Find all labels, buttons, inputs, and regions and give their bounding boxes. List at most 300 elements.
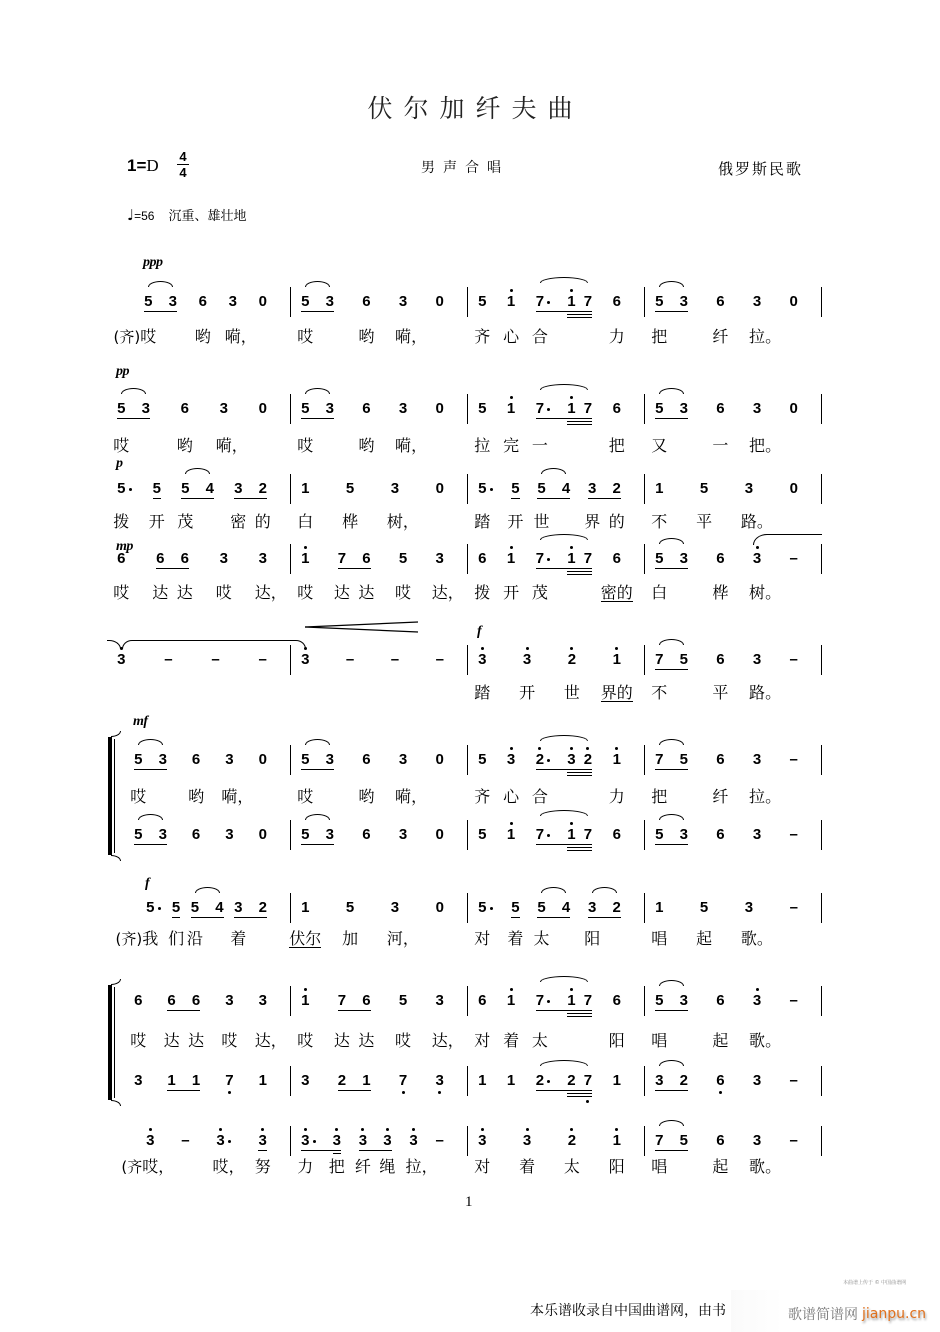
lyric-punctuation: 。 bbox=[756, 929, 773, 948]
note-digit: – bbox=[789, 899, 798, 916]
beat-group bbox=[113, 364, 150, 455]
note-underline bbox=[680, 311, 689, 312]
beat-group bbox=[230, 480, 271, 531]
note-digit: 1 bbox=[567, 992, 576, 1010]
note-underline bbox=[576, 769, 584, 776]
note-underline bbox=[584, 1090, 593, 1097]
lyric bbox=[609, 328, 625, 346]
lyric bbox=[749, 327, 782, 346]
note-digit: 1 bbox=[258, 1072, 267, 1089]
measure bbox=[645, 400, 822, 455]
note-digit: 1 bbox=[167, 1072, 176, 1089]
note bbox=[395, 751, 428, 806]
note-digit: 5 白 bbox=[651, 550, 668, 602]
note bbox=[749, 651, 782, 702]
note bbox=[716, 1072, 725, 1090]
note-extension-dash bbox=[435, 651, 444, 669]
beat-group bbox=[789, 480, 798, 498]
lyric bbox=[584, 930, 600, 948]
note-underline bbox=[326, 311, 335, 312]
note-digit: 6 哟 bbox=[176, 400, 193, 455]
note-extension-dash bbox=[789, 826, 798, 844]
rest bbox=[789, 293, 798, 311]
measure bbox=[468, 751, 645, 806]
note-underline bbox=[664, 1090, 680, 1091]
note-underline bbox=[655, 1150, 664, 1151]
octave-high-dot bbox=[510, 396, 513, 399]
beat-group bbox=[301, 1072, 310, 1090]
lyric bbox=[149, 513, 165, 531]
lyric-text: 一 bbox=[531, 436, 548, 455]
lyric bbox=[534, 930, 550, 948]
lyric-text: 哟 bbox=[358, 787, 375, 806]
note bbox=[289, 899, 322, 948]
note-extension-dash bbox=[164, 651, 173, 669]
note bbox=[358, 550, 375, 602]
rest bbox=[435, 293, 444, 311]
note bbox=[567, 293, 576, 311]
note bbox=[431, 992, 464, 1050]
beat-group bbox=[608, 293, 625, 346]
note bbox=[696, 480, 713, 531]
lyric-text: 对 bbox=[474, 1157, 491, 1176]
note bbox=[224, 293, 257, 346]
beat-group bbox=[435, 293, 444, 311]
beat-group bbox=[536, 1072, 593, 1090]
note-digit: 6 bbox=[716, 826, 725, 843]
note bbox=[225, 1072, 234, 1090]
lyric-text: 哎 (齐) bbox=[113, 327, 157, 346]
note-digit: 1 哎 bbox=[301, 550, 310, 568]
beat-group bbox=[297, 400, 334, 455]
lyric bbox=[113, 437, 129, 455]
note-underline bbox=[655, 568, 664, 569]
note-spacer bbox=[176, 1072, 192, 1090]
note-digit: 3 对 bbox=[478, 1132, 487, 1150]
note-underline bbox=[301, 844, 310, 845]
note-digit: 1 bbox=[567, 826, 576, 844]
note bbox=[584, 826, 593, 844]
beat-group bbox=[130, 992, 147, 1050]
slur bbox=[659, 281, 684, 287]
note bbox=[254, 480, 271, 531]
note-underline bbox=[181, 568, 190, 569]
lyric bbox=[230, 513, 246, 531]
lyric-text: 不 bbox=[651, 683, 668, 702]
note bbox=[507, 1072, 516, 1090]
note-underline bbox=[680, 669, 689, 670]
note bbox=[680, 992, 689, 1010]
octave-high-dot bbox=[615, 1128, 618, 1131]
beat-group bbox=[386, 899, 419, 948]
beat-group bbox=[435, 1072, 444, 1090]
note bbox=[531, 550, 552, 602]
lyric bbox=[507, 930, 523, 948]
lyric-text: 把 bbox=[651, 327, 668, 346]
note bbox=[386, 480, 419, 531]
beat-group bbox=[297, 1132, 345, 1176]
lyric bbox=[121, 1157, 175, 1176]
note bbox=[651, 550, 668, 602]
beat-group bbox=[225, 1072, 234, 1090]
beat-group bbox=[749, 293, 782, 346]
barline bbox=[821, 544, 822, 574]
note bbox=[192, 1072, 201, 1090]
beat-group bbox=[712, 651, 729, 702]
note bbox=[712, 751, 729, 806]
note bbox=[567, 550, 576, 568]
note-digit: 0 bbox=[435, 400, 444, 417]
lyric bbox=[212, 1157, 245, 1176]
lyric-punctuation: 。 bbox=[765, 1157, 782, 1176]
note bbox=[474, 992, 491, 1050]
lyric-text: 拉 bbox=[474, 436, 491, 455]
lyric bbox=[609, 1158, 625, 1176]
note-underline bbox=[536, 769, 552, 770]
note-digit: 3 把 bbox=[333, 1132, 342, 1150]
lyric-text: 拨 bbox=[113, 512, 130, 531]
octave-high-dot bbox=[304, 647, 307, 650]
beat-group bbox=[753, 1072, 762, 1090]
note bbox=[215, 899, 224, 917]
note-digit: 1 伏尔 bbox=[289, 899, 322, 948]
beat-group bbox=[134, 826, 167, 844]
beat-group bbox=[749, 751, 782, 806]
note-underline bbox=[562, 917, 571, 918]
note-digit: 6 bbox=[612, 826, 621, 843]
beat-group bbox=[289, 899, 322, 948]
lyric bbox=[519, 684, 535, 702]
lyric bbox=[215, 436, 248, 455]
lyric bbox=[115, 929, 159, 948]
octave-high-dot bbox=[510, 988, 513, 991]
note bbox=[680, 751, 689, 769]
note-underline bbox=[655, 1010, 664, 1011]
note-digit: 7 把 bbox=[651, 751, 668, 806]
beat-group bbox=[399, 1072, 408, 1090]
note-extension-dash bbox=[789, 1072, 798, 1090]
note-digit: 1 bbox=[191, 1072, 201, 1089]
beat-group bbox=[435, 651, 444, 669]
beat-group bbox=[297, 550, 314, 602]
note-underline bbox=[310, 311, 326, 312]
note-spacer bbox=[551, 826, 567, 844]
lyric bbox=[651, 437, 667, 455]
note bbox=[474, 480, 494, 531]
note-digit: 5 世 bbox=[533, 480, 550, 531]
barline bbox=[821, 986, 822, 1016]
lyric-text: 着 bbox=[230, 929, 247, 948]
note-digit: 5 对 bbox=[474, 899, 491, 948]
barline bbox=[821, 474, 822, 504]
beat-group bbox=[740, 480, 773, 531]
beat-group bbox=[507, 826, 516, 844]
note-digit: 3 界 bbox=[584, 480, 601, 531]
note-digit: 6 哎 mp bbox=[113, 539, 133, 602]
beat-group bbox=[338, 1072, 371, 1090]
note-underline bbox=[576, 568, 584, 575]
note-digit: 3 嗬 ， bbox=[395, 293, 428, 346]
note-digit: 0 bbox=[789, 480, 798, 497]
lyric bbox=[712, 684, 728, 702]
octave-low-dot bbox=[402, 1091, 405, 1094]
beat-group bbox=[148, 480, 165, 531]
note-digit: 6 bbox=[716, 1072, 725, 1090]
note bbox=[749, 992, 782, 1050]
note bbox=[358, 400, 375, 455]
note bbox=[297, 1132, 317, 1176]
lyric-text: 对 bbox=[474, 929, 491, 948]
lyric-text: 加 bbox=[342, 929, 359, 948]
measure bbox=[468, 1072, 645, 1090]
barline bbox=[821, 1066, 822, 1096]
note-digit: 6 哟 bbox=[194, 293, 211, 346]
lyric-text: 哎 ， (齐 bbox=[121, 1157, 175, 1176]
note bbox=[712, 293, 729, 346]
note-underline bbox=[359, 1150, 368, 1151]
note bbox=[503, 992, 520, 1050]
note-underline bbox=[664, 844, 680, 845]
lyric-text: 桦 bbox=[712, 583, 729, 602]
barline bbox=[821, 645, 822, 675]
beat-group bbox=[740, 899, 773, 948]
note-digit: – bbox=[789, 1132, 798, 1149]
note bbox=[651, 899, 668, 948]
lyric bbox=[221, 1032, 237, 1050]
note-underline bbox=[551, 568, 567, 569]
note-digit: 5 哎 bbox=[297, 400, 314, 455]
lyric-text: 我 (齐) bbox=[115, 929, 159, 948]
note-digit: 3 哎 ， (齐 bbox=[146, 1132, 155, 1150]
note bbox=[192, 826, 201, 844]
beat-group bbox=[399, 826, 408, 844]
note bbox=[608, 992, 625, 1050]
song-title: 伏尔加纤夫曲 bbox=[367, 94, 584, 123]
note bbox=[358, 293, 375, 346]
note-digit: 5 桦 bbox=[342, 480, 359, 531]
note bbox=[115, 876, 162, 948]
note-digit: 3 纤 bbox=[359, 1132, 368, 1150]
note bbox=[651, 751, 668, 806]
note-digit: 3 哎 bbox=[215, 550, 232, 602]
note-underline bbox=[362, 1010, 371, 1011]
lyric bbox=[651, 684, 667, 702]
note-underline bbox=[383, 1150, 392, 1151]
note bbox=[655, 1072, 664, 1090]
note bbox=[176, 400, 193, 455]
note bbox=[152, 550, 169, 602]
note-digit: 6 桦 bbox=[712, 550, 729, 602]
slur bbox=[305, 814, 330, 820]
bracket-thin-line bbox=[114, 987, 115, 1098]
lyric-text: 哎 bbox=[130, 787, 147, 806]
note-digit: 1 开 bbox=[507, 550, 516, 568]
measure bbox=[117, 651, 291, 669]
note-digit: 4 bbox=[561, 480, 571, 497]
note bbox=[297, 992, 314, 1050]
octave-low-dot bbox=[438, 1091, 441, 1094]
note-digit: 7 唱 bbox=[651, 1132, 668, 1176]
note-digit: 2 bbox=[337, 1072, 347, 1089]
lyric bbox=[749, 436, 782, 455]
note-spacer bbox=[242, 899, 258, 917]
lyric bbox=[297, 437, 313, 455]
slur bbox=[305, 739, 330, 745]
slur bbox=[540, 1060, 589, 1066]
lyric-text: 路 。 bbox=[749, 683, 782, 702]
ensemble-label: 男声合唱 bbox=[421, 160, 509, 176]
lyric bbox=[152, 584, 168, 602]
note bbox=[680, 293, 689, 311]
lyric-text: 哎 bbox=[297, 787, 314, 806]
beat-group bbox=[563, 1132, 580, 1176]
beat-group bbox=[301, 826, 334, 844]
note-digit: 5 bbox=[478, 826, 487, 843]
note-digit: 5 哎 (齐) ppp bbox=[113, 255, 163, 346]
lyric bbox=[696, 930, 712, 948]
note-digit: – bbox=[164, 651, 173, 668]
note-digit: 5 开 bbox=[148, 480, 165, 531]
lyric bbox=[168, 930, 184, 948]
note-digit: 7 bbox=[583, 400, 593, 417]
lyric-text: 达 ， bbox=[254, 583, 287, 602]
note-spacer bbox=[165, 550, 181, 568]
lyric-punctuation: 。 bbox=[765, 436, 782, 455]
lyric bbox=[749, 1157, 782, 1176]
lyric-text: 哎 bbox=[215, 583, 232, 602]
note bbox=[696, 899, 713, 948]
note-digit: 7 bbox=[225, 1072, 234, 1090]
lyric bbox=[534, 513, 550, 531]
octave-high-dot bbox=[510, 289, 513, 292]
octave-high-dot bbox=[219, 1128, 222, 1131]
note bbox=[584, 293, 593, 311]
lyric-text: 开 bbox=[507, 512, 524, 531]
note-underline bbox=[584, 769, 593, 776]
note bbox=[753, 1072, 762, 1090]
lyric-text: 哎 bbox=[221, 1031, 238, 1050]
note-digit: 6 哟 bbox=[188, 751, 205, 806]
key-note: D bbox=[146, 156, 159, 175]
note-underline bbox=[576, 1090, 584, 1097]
beat-group bbox=[405, 1132, 438, 1176]
lyric bbox=[254, 1031, 287, 1050]
lyric-text: 歌 。 bbox=[749, 1157, 782, 1176]
time-signature bbox=[177, 150, 189, 179]
note-digit: 1 不 bbox=[651, 480, 668, 531]
slur bbox=[540, 735, 589, 741]
measure bbox=[468, 992, 645, 1050]
note-digit: 3 路 。 bbox=[740, 480, 773, 531]
note-digit: 3 歌 。 bbox=[753, 992, 762, 1010]
note-digit: 5 哎 bbox=[395, 550, 412, 602]
upload-note: 本曲谱上传于 © 中国曲谱网 bbox=[843, 1280, 907, 1286]
note-digit: 3 bbox=[567, 751, 576, 769]
barline bbox=[821, 1126, 822, 1156]
note-digit: 3 bbox=[117, 651, 126, 669]
bracket-top-hook bbox=[111, 979, 121, 985]
beat-group bbox=[789, 550, 798, 568]
lyric-text: 齐 bbox=[474, 327, 491, 346]
beat-group bbox=[503, 751, 520, 806]
beat-group bbox=[716, 826, 725, 844]
augmentation-dot bbox=[228, 1140, 231, 1143]
note-digit: 3 树 ， bbox=[386, 480, 419, 531]
lyric-text: 唱 bbox=[651, 1157, 668, 1176]
note bbox=[113, 364, 130, 455]
note-digit: 6 起 bbox=[712, 992, 729, 1050]
note-digit: 1 bbox=[362, 1072, 371, 1089]
augmentation-dot bbox=[547, 759, 550, 762]
lyric-text: 的 bbox=[254, 512, 271, 531]
note bbox=[297, 480, 314, 531]
lyric-punctuation: ， bbox=[240, 327, 257, 346]
note bbox=[680, 1132, 689, 1150]
beat-group bbox=[215, 400, 248, 455]
note-underline bbox=[584, 418, 593, 425]
lyric-text: 哎 bbox=[297, 436, 314, 455]
lyric bbox=[395, 327, 428, 346]
note-digit: 0 bbox=[435, 751, 444, 768]
note-digit: 7 bbox=[583, 550, 593, 567]
lyric-text: 平 bbox=[712, 683, 729, 702]
lyric bbox=[651, 1158, 667, 1176]
beat-group bbox=[168, 899, 185, 948]
octave-high-dot bbox=[386, 1128, 389, 1131]
octave-high-dot bbox=[570, 289, 573, 292]
note-digit: 2 世 bbox=[568, 651, 577, 669]
note-digit: 6 纤 bbox=[712, 293, 729, 346]
note-digit: 3 bbox=[158, 826, 167, 843]
note-underline bbox=[259, 498, 268, 499]
note bbox=[584, 899, 601, 948]
note-underline bbox=[567, 769, 576, 776]
rest bbox=[259, 400, 268, 418]
beat-group bbox=[608, 992, 625, 1050]
measure bbox=[113, 364, 291, 455]
note-underline bbox=[664, 311, 680, 312]
beat-group bbox=[584, 480, 625, 531]
measure bbox=[134, 1072, 291, 1090]
note-digit: 1 bbox=[567, 400, 576, 418]
note bbox=[386, 899, 419, 948]
note-digit: – bbox=[789, 751, 798, 768]
note-digit: 6 对 bbox=[474, 992, 491, 1050]
lyric bbox=[712, 328, 728, 346]
slur bbox=[540, 384, 589, 390]
measure bbox=[468, 550, 645, 602]
note bbox=[130, 992, 147, 1050]
lyric bbox=[712, 1158, 728, 1176]
augmentation-dot bbox=[313, 1140, 316, 1143]
beat-group bbox=[600, 550, 633, 602]
slur bbox=[185, 468, 210, 474]
note-digit: 1 唱 bbox=[651, 899, 668, 948]
lyric-text: 合 bbox=[531, 327, 548, 346]
note bbox=[297, 400, 314, 455]
note-digit: 6 密的 bbox=[600, 550, 633, 602]
note-digit: – bbox=[181, 1132, 190, 1149]
measure bbox=[115, 876, 291, 948]
lyric-text: 达 ， bbox=[431, 583, 464, 602]
quarter-note-icon: ♩ bbox=[127, 206, 135, 224]
note-underline bbox=[242, 917, 258, 918]
note bbox=[474, 293, 491, 346]
note-underline bbox=[191, 917, 200, 918]
note-digit: 4 bbox=[205, 480, 214, 497]
lyric-text: 哎 bbox=[297, 327, 314, 346]
bracket-top-hook bbox=[111, 731, 121, 737]
